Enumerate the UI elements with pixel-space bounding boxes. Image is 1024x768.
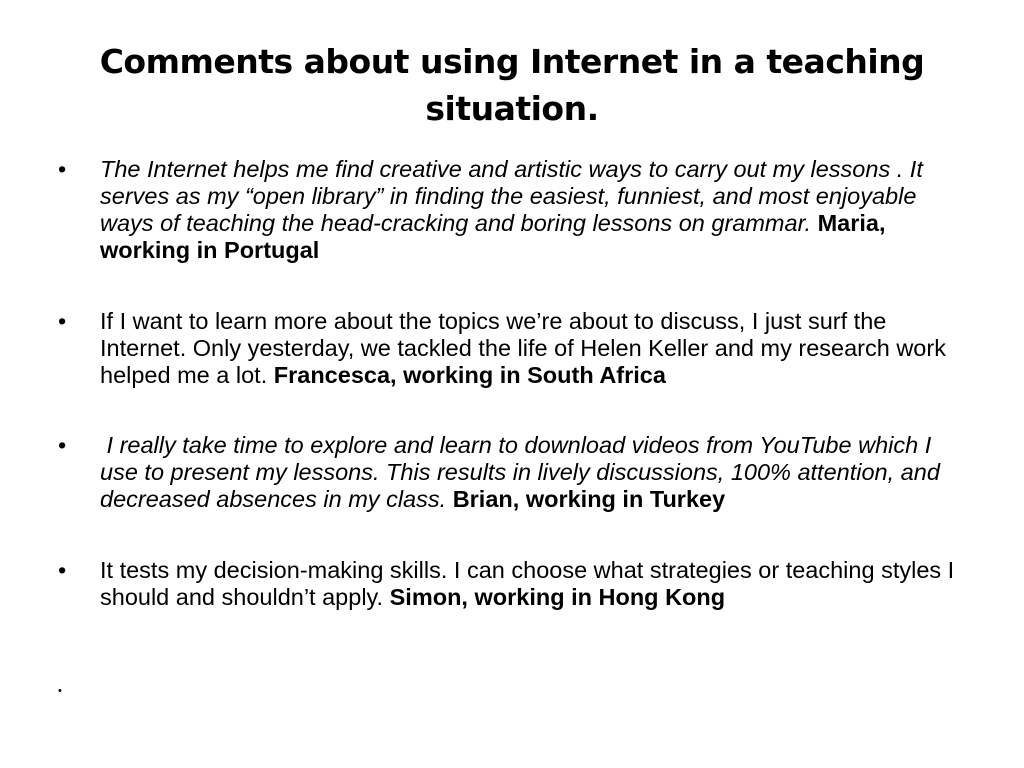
bullet-icon: • [58, 432, 67, 458]
comment-item [58, 308, 968, 389]
empty-bullet-icon: • [58, 685, 62, 697]
comment-quote: If I want to learn more about the topics we’re about to discuss, I just surf the Internet. Only yesterday, we tackled the life of Helen Keller and my research work helped me a lot. [100, 308, 946, 388]
comment-quote: It tests my decision-making skills. I can choose what strategies or teaching styles I should and shouldn’t apply. [100, 557, 955, 610]
comment-author: Simon, working in Hong Kong [389, 584, 726, 610]
comment-item [58, 432, 968, 513]
bullet-icon: • [58, 156, 67, 182]
comment-author: Maria, working in Portugal [100, 210, 886, 263]
comment-quote: The Internet helps me find creative and artistic ways to carry out my lessons . It serves as my “open library” in finding the easiest, funniest, and most enjoyable ways of teaching the head-cracking and boring lessons on grammar. [100, 156, 923, 236]
comment-author: Francesca, working in South Africa [273, 362, 666, 388]
comment-author: Brian, working in Turkey [452, 486, 726, 512]
bullet-icon: • [58, 308, 67, 334]
bullet-icon: • [58, 557, 67, 583]
comment-quote: I really take time to explore and learn to download videos from YouTube which I use to present my lessons. This results in lively discussions, 100% attention, and decreased absences in my class. [100, 432, 947, 512]
comment-item [58, 156, 968, 264]
comment-item [58, 557, 968, 611]
comment-list [58, 156, 968, 655]
slide-title: Comments about using Internet in a teaching situation. [99, 42, 925, 128]
